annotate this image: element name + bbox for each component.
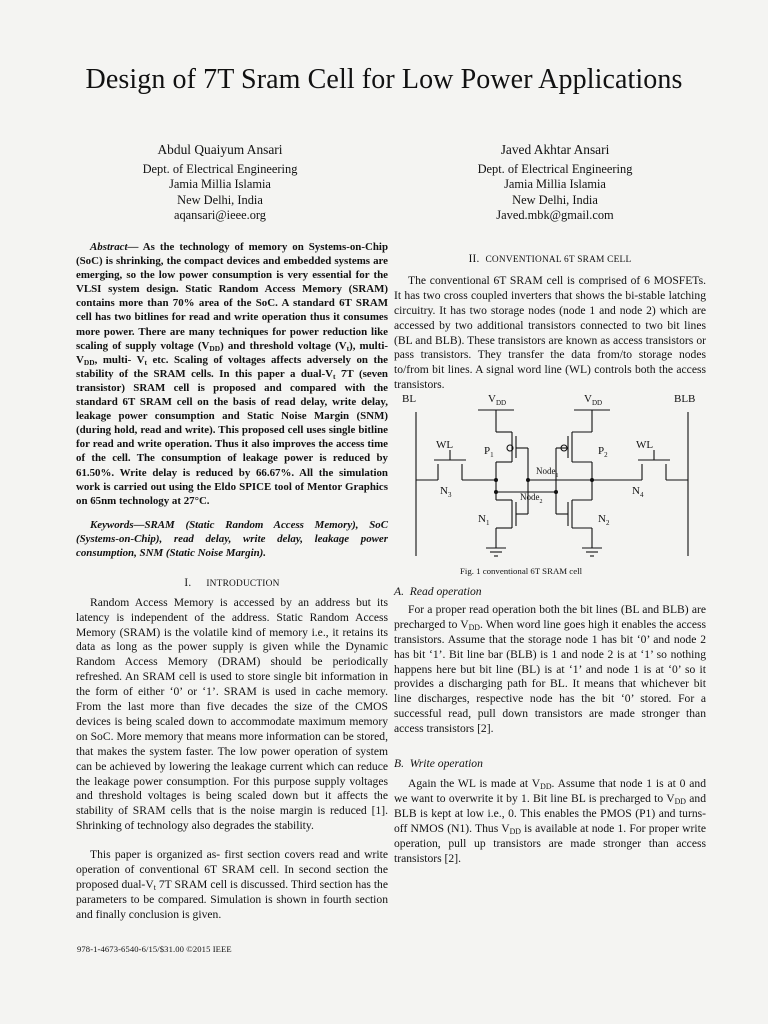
sram-6t-circuit-diagram: [392, 388, 712, 564]
author-email: aqansari@ieee.org: [173, 208, 267, 222]
subsection-read-heading: A. Read operation: [394, 585, 482, 598]
author-block-1: [90, 142, 350, 224]
label-vdd-left: $V_{DD}$: [488, 393, 507, 407]
keywords: [76, 518, 388, 560]
label-n2: $N_2$: [598, 513, 610, 527]
conventional-paragraph: The conventional 6T SRAM cell is comprised of 6 MOSFETs. It has two cross coupled inverters that shows the bi-stable latching circuitry. It has two storage nodes (node 1 and node 2) which are accessed by two additional transistors connected to two bit lines (BL and BLB). These transistors are known as access transistors or pass transistors. They transfer the data from/to storage nodes to/from bit lines. A signal word line (WL) controls both the access transistors.: [394, 273, 706, 392]
author-dept: Dept. of Electrical Engineering: [142, 161, 298, 176]
author-city: New Delhi, India: [177, 192, 263, 207]
section-heading-conventional: [394, 252, 706, 268]
section-number: II.: [468, 253, 480, 265]
label-bl: BL: [402, 393, 417, 405]
abstract-text: — As the technology of memory on Systems-on-Chip (SoC) is shrinking, the compact devices and embedded systems are emerging, so the low power consumption is very essential for the VLSI system design. Static Random Access Memory (SRAM) contains more than 70% area of the SoC. A standard 6T SRAM cell has two bitlines for read and write operation thus it consumes more power. There are many techniques for power reduction like scaling of supply voltage $(V_{DD})$ and threshold voltage $(V_t)$, multi- $V_{DD}$, multi- $V_t$ etc. Scaling of voltages affects adversely on the stability of the SRAM cells. In this paper a dual-$V_t$ 7T (seven transistor) SRAM cell is proposed and compared with the standard 6T SRAM cell on the basis of read delay, write delay, leakage power consumption and Static Noise Margin (SNM) (during hold, read and write). This proposed cell uses single bitline for read and write operation. Thus it also improves the access time of the cell. The consumption of leakage power is reduced by 61.50%. Write delay is reduced by 66.67%. All the simulation work is carried out using the Eldo SPICE tool of Mentor Graphics on 65nm technology at 27°C.: [76, 241, 388, 507]
read-operation-paragraph: For a proper read operation both the bit lines (BL and BLB) are precharged to $V_{DD}$. When word line goes high it enables the access transistors. Assume that the storage node 1 has bit ‘0’ and node 2 has bit ‘1’. Bit line bar (BLB) is 1 and node 2 is at ‘1’ so nothing happens here but bit line (BL) is at ‘1’ and node 1 is at ‘0’ so it provides a discharging path for BL. It means that whichever bit line discharges, respective node has the bit ‘0’ stored. For a successful read, pull down transistors are made stronger than access transistors [2].: [394, 602, 707, 736]
intro-paragraph-2: This paper is organized as- first section covers read and write operation of conventional 6T SRAM cell. In second section the proposed dual-$V_t$ 7T SRAM cell is discussed. Third section has the parameters to be compared. Simulation is shown in fourth section and finally conclusion is given.: [76, 848, 388, 921]
left-column: [76, 240, 388, 923]
section-heading-introduction: [76, 576, 388, 592]
copyright-footer: 978-1-4673-6540-6/15/$31.00 ©2015 IEEE: [77, 944, 232, 954]
author-email: Javed.mbk@gmail.com: [496, 208, 614, 222]
abstract: [76, 240, 388, 508]
label-vdd-right: $V_{DD}$: [584, 393, 603, 407]
section-number: I.: [184, 576, 192, 589]
abstract-label: Abstract: [90, 241, 128, 253]
author-university: Jamia Millia Islamia: [504, 177, 606, 191]
label-p1: $P_1$: [484, 445, 494, 459]
paper-title: Design of 7T Sram Cell for Low Power Applications: [85, 64, 683, 95]
keywords-text: —SRAM (Static Random Access Memory), SoC (Systems-on-Chip), read delay, write delay, leakage power consumption, SNM (Static Noise Margin).: [76, 518, 388, 559]
right-column: [394, 252, 706, 393]
section-title: INTRODUCTION: [206, 578, 280, 589]
label-n4: $N_4$: [632, 485, 644, 499]
figure-caption: Fig. 1 conventional 6T SRAM cell: [460, 566, 583, 576]
intro-paragraph-1: Random Access Memory is accessed by an address but its latency is independent of the address. Static Random Access Memory (SRAM) is the volatile kind of memory i.e., it retains its data as long as the power supply is given while the Dynamic Random Access Memory (DRAM) should be periodically refreshed. An SRAM cell is used to store single bit information in the form of either ‘0’ or ‘1’. SRAM is used in cache memory. From the last more than five decades the size of the CMOS devices is being scaled down to accommodate maximum memory on SoC. More memory that means more information can be stored, that makes the system faster. The low power operation of system can be achieved by lowering the leakage current which can reduce the leakage power consumption. For this purpose supply voltages and threshold voltages is being scaled down but it affects the stability of SRAM cells that is the noise margin is reduced [1]. Shrinking of technology also degrades the stability.: [76, 595, 388, 833]
subsection-write-heading: B. Write operation: [394, 757, 483, 771]
right-column-lower: [394, 585, 706, 866]
label-n3: $N_3$: [440, 485, 452, 499]
label-blb: BLB: [674, 393, 696, 405]
author-name: Javed Akhtar Ansari: [500, 142, 610, 157]
label-node1: Node$_1$: [536, 466, 559, 479]
author-city: New Delhi, India: [512, 192, 598, 207]
write-operation-paragraph: Again the WL is made at $V_{DD}$. Assume that node 1 is at 0 and we want to overwrite it by 1. Bit line BL is precharged to $V_{DD}$ and BLB is kept at low i.e., 0. This enables the PMOS (P1) and turns-off NMOS (N1). Thus $V_{DD}$ is available at node 1. For proper write operation, pull up transistors are made stronger than access transistors [2].: [394, 776, 707, 865]
author-block-2: [425, 142, 685, 224]
author-university: Jamia Millia Islamia: [169, 177, 271, 191]
label-node2: Node$_2$: [520, 492, 543, 505]
label-wl-left: WL: [436, 439, 454, 451]
keywords-label: Keywords: [90, 518, 134, 531]
section-title: CONVENTIONAL 6T SRAM CELL: [485, 255, 632, 265]
author-name: Abdul Quaiyum Ansari: [157, 142, 283, 157]
label-wl-right: WL: [636, 439, 654, 451]
author-dept: Dept. of Electrical Engineering: [477, 161, 633, 176]
label-p2: $P_2$: [598, 445, 608, 459]
label-n1: $N_1$: [478, 513, 490, 527]
